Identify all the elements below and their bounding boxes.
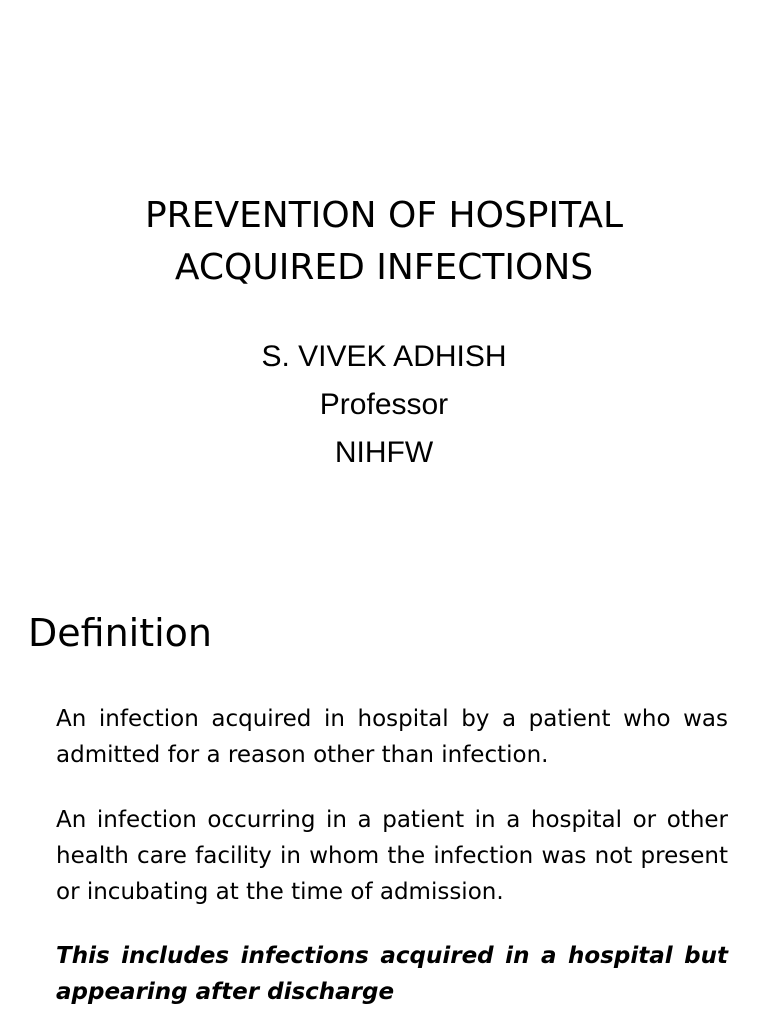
author-organization: NIHFW (334, 436, 434, 469)
definition-paragraph-3: This includes infections acquired in a hospital but appearing after discharge (56, 943, 728, 1005)
slide-title (0, 190, 768, 294)
definition-heading: Definition (28, 611, 213, 655)
definition-slide (0, 580, 768, 1024)
definition-paragraph-2: An infection occurring in a patient in a hospital or other health care facility in whom the infection was not present or incubating at the time of admission. (56, 807, 728, 905)
author-name: S. VIVEK ADHISH (261, 340, 507, 373)
author-role: Professor (319, 388, 449, 421)
slide-title-line-1: PREVENTION OF HOSPITAL (144, 195, 624, 236)
slide-title-line-2: ACQUIRED INFECTIONS (174, 247, 594, 288)
definition-paragraph-1: An infection acquired in hospital by a patient who was admitted for a reason other than infection. (56, 706, 728, 768)
author-block (0, 333, 768, 477)
